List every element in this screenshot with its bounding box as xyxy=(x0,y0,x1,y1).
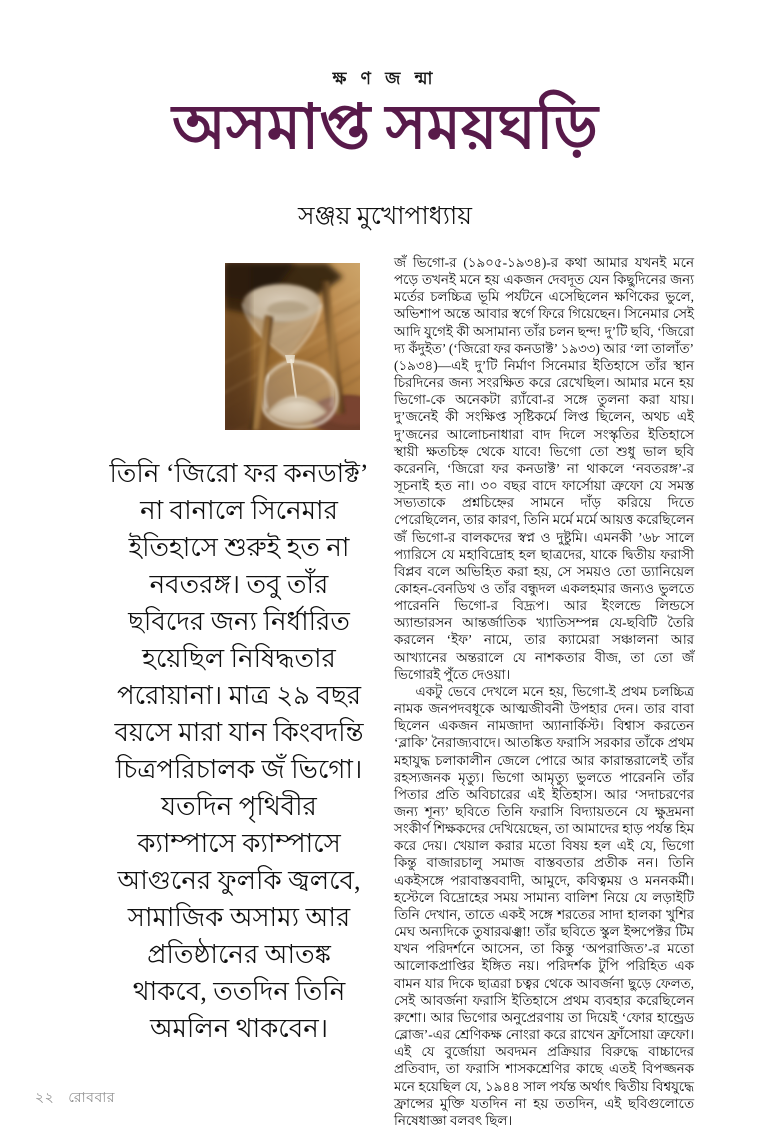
pull-quote-line: অমলিন থাকবেন। xyxy=(149,1014,329,1043)
page-number: ২২ xyxy=(35,1091,55,1106)
pull-quote-line: আগুনের ফুলকি জ্বলবে, xyxy=(117,866,361,895)
pull-quote-line: যতদিন পৃথিবীর xyxy=(161,792,317,821)
pull-quote-line: ক্যাম্পাসে ক্যাম্পাসে xyxy=(137,829,341,858)
section-kicker: ক্ষ ণ জ ন্মা xyxy=(332,69,438,88)
page-footer xyxy=(35,1086,115,1110)
pull-quote-line: ছবিদের জন্য নির্ধারিত xyxy=(128,607,350,636)
hourglass-photo xyxy=(225,263,360,430)
pull-quote-line: নবতরঙ্গ। তবু তাঁর xyxy=(149,570,329,599)
body-paragraph: একটু ভেবে দেখলে মনে হয়, ভিগো-ই প্রথম চলচ্চিত্র নামক জনপদবধূকে আত্মজীবনী উপহার দেন। তার বাবা ছিলেন একজন নামজাদা অ্যানার্কিস্ট। বিশ্বাস করতেন ‘ব্লাকি’ নৈরাজ্যবাদে। আতঙ্কিত ফরাসি সরকার তাঁকে প্রথম মহাযুদ্ধ চলাকালীন জেলে পোরে আর কারান্তরালেই তাঁর রহস্যজনক মৃত্যু। ভিগো আমৃত্যু ভুলতে পারেননি তাঁর পিতার প্রতি অবিচারের এই ইতিহাস। আর ‘সদাচরণের জন্য শূন্য’ ছবিতে তিনি ফরাসি বিদ্যায়তনে যে ক্ষুদ্রমনা সংকীর্ণ শিক্ষকদের দেখিয়েছেন, তা আমাদের হাড় পর্যন্ত হিম করে দেয়। খেয়াল করার মতো বিষয় হল এই যে, ভিগো কিন্তু বাজারচালু সমাজ বাস্তবতার প্রতীক নন। তিনি একইসঙ্গে পরাবাস্তববাদী, আমুদে, কবিত্বময় ও মননকর্মী। হস্টেলে বিদ্রোহের সময় সামান্য বালিশ নিয়ে যে লড়াইটি তিনি দেখান, তাতে একই সঙ্গে শরতের সাদা হালকা খুশির মেঘ অন্যদিকে তুষারঝঞ্ঝা! তাঁর ছবিতে স্কুল ইন্সপেক্টর টিম যখন পরিদর্শনে আসেন, তা কিন্তু ‘অপরাজিত’-র মতো আলোকপ্রাপ্তির ইঙ্গিত নয়। পরিদর্শক টুপি পরিহিত এক বামন যার দিকে ছাত্ররা চত্বর থেকে আবর্জনা ছুড়ে ফেলত, সেই আবর্জনা ফরাসি ইতিহাসে প্রথম ব্যবহার করেছিলেন রুশো। আর ভিগোর অনুপ্রেরণায় তা দিয়েই ‘ফোর হান্ড্রেড ব্লোজ’-এর শ্রেণিকক্ষ নোংরা করে রাখেন ফ্রাঁসোয়া ত্রুফো। এই যে বুর্জোয়া অবদমন প্রক্রিয়ার বিরুদ্ধে বাচ্চাদের প্রতিবাদ, তা ফরাসি শাসকশ্রেণির কাছে এতই বিপজ্জনক মনে হয়েছিল যে, ১৯৪৪ সাল পর্যন্ত অর্থাৎ দ্বিতীয় বিশ্বযুদ্ধে ফ্রান্সের মুক্তি যতদিন না হয় ততদিন, এই ছবিগুলোতে নিষেধাজ্ঞা বলবৎ ছিল। xyxy=(394,683,694,1128)
author-name: সঞ্জয় মুখোপাধ্যায় xyxy=(298,203,472,230)
pull-quote-line: পরোয়ানা। মাত্র ২৯ বছর xyxy=(116,681,362,710)
pull-quote-line: হয়েছিল নিষিদ্ধতার xyxy=(142,644,336,673)
pull-quote-line: ইতিহাসে শুরুই হত না xyxy=(128,533,350,562)
article-body xyxy=(394,254,694,1129)
pull-quote xyxy=(83,455,395,1047)
pull-quote-line: প্রতিষ্ঠানের আতঙ্ক xyxy=(147,940,331,969)
pull-quote-line: চিত্রপরিচালক জঁ ভিগো। xyxy=(115,755,363,784)
pull-quote-line: না বানালে সিনেমার xyxy=(140,496,338,525)
body-paragraph: জঁ ভিগো-র (১৯০৫-১৯৩৪)-র কথা আমার যখনই মনে পড়ে তখনই মনে হয় একজন দেবদূত যেন কিছুদিনের জন্য মর্তের চলচ্চিত্র ভূমি পর্যটনে এসেছিলেন ক্ষণিকের ভুলে, অভিশাপ অন্তে আবার স্বর্গে ফিরে গিয়েছেন। সিনেমার সেই আদি যুগেই কী অসামান্য তাঁর চলন ছন্দ! দু’টি ছবি, ‘জিরো দ্য কঁদুইত’ (‘জিরো ফর কনডাক্ট’ ১৯৩৩) আর ‘লা তালাঁত’ (১৯৩৪)—এই দু’টি নির্মাণ সিনেমার ইতিহাসে তাঁর স্থান চিরদিনের জন্য সংরক্ষিত করে রেখেছিল। আমার মনে হয় ভিগো-কে অনেকটা র‌্যাঁবো-র সঙ্গে তুলনা করা যায়। দু’জনেই কী সংক্ষিপ্ত সৃষ্টিকর্মে লিপ্ত ছিলেন, অথচ এই দু’জনের আলোচনাধারা বাদ দিলে সংস্কৃতির ইতিহাসে স্থায়ী ক্ষতচিহ্ন থেকে যাবে! ভিগো তো শুধু ভাল ছবি করেননি, ‘জিরো ফর কনডাক্ট’ না থাকলে ‘নবতরঙ্গ’-র সূচনাই হত না। ৩০ বছর বাদে ফার্সোয়া ত্রুফো যে সমস্ত সভ্যতাকে প্রশ্নচিহ্নের সামনে দাঁড় করিয়ে দিতে পেরেছিলেন, তার কারণ, তিনি মর্মে মর্মে আয়ত্ত করেছিলেন জঁ ভিগো-র বালকদের স্বপ্ন ও দুষ্টুমি। এমনকী ’৬৮ সালে প্যারিসে যে মহাবিদ্রোহ হল ছাত্রদের, যাকে দ্বিতীয় ফরাসী বিপ্লব বলে অভিহিত করা হয়, সে সময়ও তো ড্যানিয়েল কোহন-বেনডিথ ও তাঁর বন্ধুদল একলহমার জন্যও ভুলতে পারেননি ভিগো-র বিদ্রূপ। আর ইংলন্ডে লিন্ডসে অ্যান্ডারসন আন্তর্জাতিক খ্যাতিসম্পন্ন যে-ছবিটি তৈরি করলেন ‘ইফ’ নামে, তার ক্যামেরা সঞ্চালনা আর আখ্যানের অন্তরালে যে নাশকতার বীজ, তা তো জঁ ভিগোরই পুঁতে দেওয়া। xyxy=(394,255,694,682)
article-title: অসমাপ্ত সময়ঘড়ি xyxy=(172,94,598,162)
hourglass-photo-art xyxy=(225,263,360,430)
pull-quote-line: থাকবে, ততদিন তিনি xyxy=(132,977,346,1006)
pull-quote-line: তিনি ‘জিরো ফর কনডাক্ট’ xyxy=(109,459,369,488)
pull-quote-line: বয়সে মারা যান কিংবদন্তি xyxy=(114,718,364,747)
pull-quote-line: সামাজিক অসাম্য আর xyxy=(127,903,351,932)
magazine-name: রোববার xyxy=(68,1091,116,1106)
